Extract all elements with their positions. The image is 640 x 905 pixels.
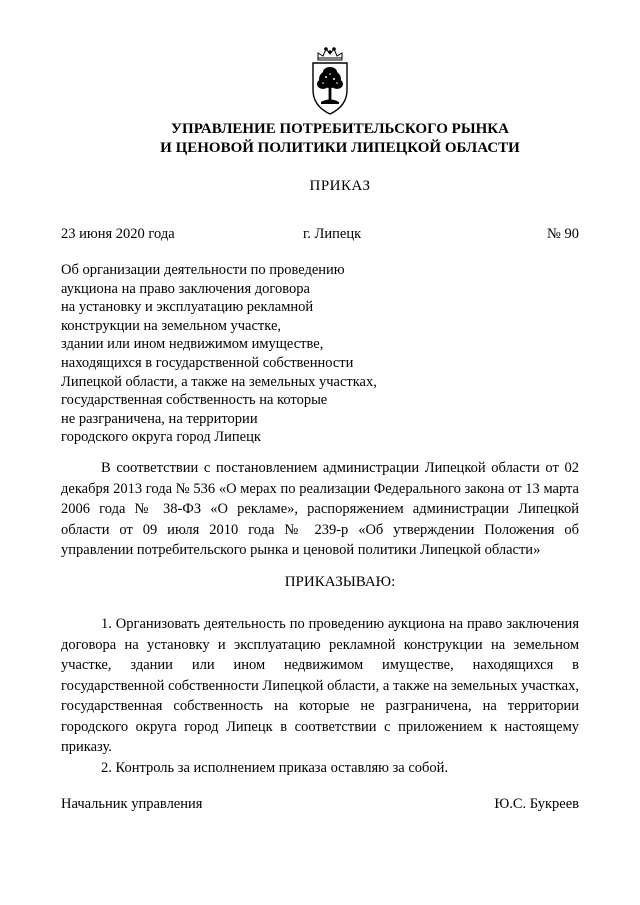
subject-line: находящихся в государственной собственности <box>61 354 354 371</box>
subject-line: государственная собственность на которые <box>61 392 328 409</box>
preamble-paragraph: В соответствии с постановлением администрации Липецкой области от 02 декабря 2013 года № 536 «О мерах по реализации Федерального закона от 13 марта 2006 года № 38-ФЗ «О рекламе», распоряжением администрации Липецкой области от 09 июля 2010 года № 239-р «Об утверждении Положения об управлении потребительского рынка и ценовой политики Липецкой области» <box>61 460 579 558</box>
coat-of-arms-emblem <box>301 46 359 118</box>
subject-line: Об организации деятельности по проведению <box>61 262 345 278</box>
organization-name-line-1: УПРАВЛЕНИЕ ПОТРЕБИТЕЛЬСКОГО РЫНКА <box>171 121 509 137</box>
subject-line: городского округа город Липецк <box>61 429 261 446</box>
document-subject <box>61 261 461 447</box>
signatory-position: Начальник управления <box>61 796 203 812</box>
document-type: ПРИКАЗ <box>309 178 371 194</box>
signatory-name: Ю.С. Букреев <box>494 796 579 812</box>
order-item: 1. Организовать деятельность по проведению аукциона на право заключения договора на установку и эксплуатацию рекламной конструкции на земельном участке, здании или ином недвижимом имуществе, находящихся в государственной собственности Липецкой области, а также на земельных участках, государственная собственность на которые не разграничена, на территории городского округа город Липецк в соответствии с приложением к настоящему приказу. <box>61 616 579 755</box>
document-city: г. Липецк <box>303 226 362 242</box>
order-items <box>61 614 579 778</box>
subject-line: аукциона на право заключения договора <box>61 280 310 297</box>
subject-line: здании или ином недвижимом имуществе, <box>61 336 324 353</box>
organization-name <box>0 120 640 158</box>
subject-line: конструкции на земельном участке, <box>61 317 281 334</box>
subject-line: на установку и эксплуатацию рекламной <box>61 299 314 316</box>
order-word: ПРИКАЗЫВАЮ: <box>284 574 396 590</box>
subject-line: Липецкой области, а также на земельных участках, <box>61 373 377 390</box>
order-item: 2. Контроль за исполнением приказа оставляю за собой. <box>101 759 449 776</box>
subject-line: не разграничена, на территории <box>61 410 258 427</box>
document-date: 23 июня 2020 года <box>61 226 175 242</box>
document-number: № 90 <box>547 226 579 242</box>
organization-name-line-2: И ЦЕНОВОЙ ПОЛИТИКИ ЛИПЕЦКОЙ ОБЛАСТИ <box>160 140 520 156</box>
